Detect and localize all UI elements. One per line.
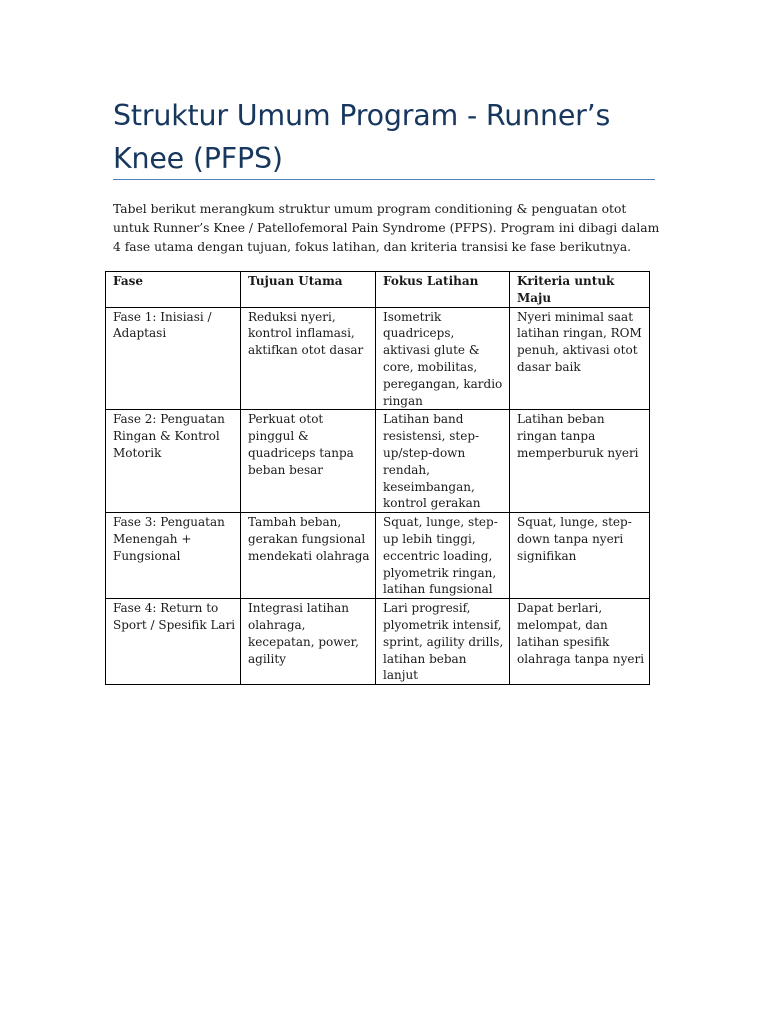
intro-paragraph: Tabel berikut merangkum struktur umum program conditioning & penguatan otot untuk Runner’s Knee / Patellofemoral Pain Syndrome (PFPS). Program ini dibagi dalam 4 fase utama dengan tujuan, fokus latihan, dan kriteria transisi ke fase berikutnya. — [113, 202, 660, 254]
table-row — [106, 307, 650, 410]
header-advance-criteria: Kriteria untuk Maju — [510, 272, 650, 308]
cell-phase: Fase 4: Return to Sport / Spesifik Lari — [106, 599, 241, 685]
cell-phase: Fase 3: Penguatan Menengah + Fungsional — [106, 513, 241, 599]
table-row — [106, 410, 650, 513]
cell-advance-criteria: Dapat berlari, melompat, dan latihan spesifik olahraga tanpa nyeri — [510, 599, 650, 685]
title-underline — [113, 179, 655, 180]
table-row — [106, 599, 650, 685]
cell-main-goal: Integrasi latihan olahraga, kecepatan, power, agility — [241, 599, 376, 685]
cell-training-focus: Lari progresif, plyometrik intensif, sprint, agility drills, latihan beban lanjut — [376, 599, 510, 685]
cell-main-goal: Reduksi nyeri, kontrol inflamasi, aktifkan otot dasar — [241, 307, 376, 410]
cell-phase: Fase 2: Penguatan Ringan & Kontrol Motorik — [106, 410, 241, 513]
header-main-goal: Tujuan Utama — [241, 272, 376, 308]
header-training-focus: Fokus Latihan — [376, 272, 510, 308]
document-title: Struktur Umum Program - Runner’s Knee (PFPS) — [113, 99, 611, 175]
cell-training-focus: Latihan band resistensi, step-up/step-down rendah, keseimbangan, kontrol gerakan — [376, 410, 510, 513]
table-row — [106, 513, 650, 599]
cell-advance-criteria: Nyeri minimal saat latihan ringan, ROM penuh, aktivasi otot dasar baik — [510, 307, 650, 410]
header-phase: Fase — [106, 272, 241, 308]
table-header-row — [106, 272, 650, 308]
cell-phase: Fase 1: Inisiasi / Adaptasi — [106, 307, 241, 410]
cell-training-focus: Isometrik quadriceps, aktivasi glute & core, mobilitas, peregangan, kardio ringan — [376, 307, 510, 410]
cell-training-focus: Squat, lunge, step-up lebih tinggi, eccentric loading, plyometrik ringan, latihan fungsional — [376, 513, 510, 599]
program-structure-table — [105, 271, 650, 685]
cell-advance-criteria: Squat, lunge, step-down tanpa nyeri signifikan — [510, 513, 650, 599]
cell-advance-criteria: Latihan beban ringan tanpa memperburuk nyeri — [510, 410, 650, 513]
cell-main-goal: Tambah beban, gerakan fungsional mendekati olahraga — [241, 513, 376, 599]
cell-main-goal: Perkuat otot pinggul & quadriceps tanpa beban besar — [241, 410, 376, 513]
